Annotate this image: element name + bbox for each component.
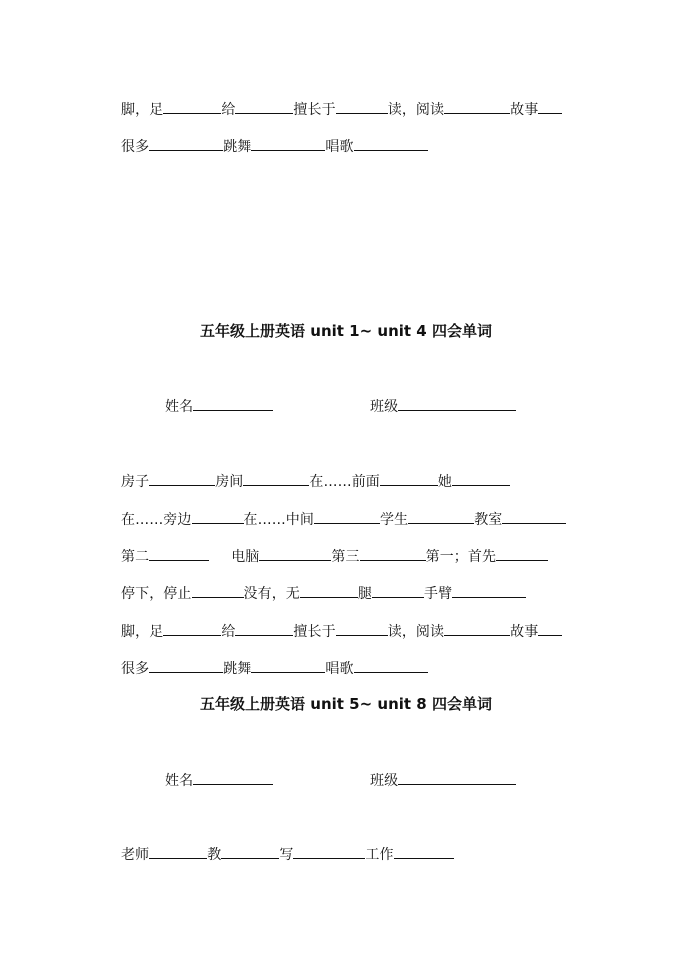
word-row xyxy=(121,843,454,863)
word-label: 读，阅读 xyxy=(387,102,445,118)
name-label: 姓名 xyxy=(165,399,194,415)
class-field xyxy=(370,395,516,415)
word-label: 腿 xyxy=(357,586,373,602)
answer-blank[interactable] xyxy=(251,135,325,151)
word-label: 故事 xyxy=(510,624,539,640)
name-field xyxy=(165,769,273,789)
answer-blank[interactable] xyxy=(444,98,510,114)
word-label: 跳舞 xyxy=(223,661,252,677)
word-label: 她 xyxy=(437,474,453,490)
answer-blank[interactable] xyxy=(496,545,548,561)
answer-blank[interactable] xyxy=(354,657,428,673)
answer-blank[interactable] xyxy=(336,98,388,114)
word-row xyxy=(121,98,562,118)
word-label: 房子 xyxy=(121,474,150,490)
answer-blank[interactable] xyxy=(192,508,244,524)
answer-blank[interactable] xyxy=(293,843,365,859)
word-label: 手臂 xyxy=(424,586,453,602)
word-row xyxy=(121,470,510,490)
answer-blank[interactable] xyxy=(192,582,244,598)
name-blank[interactable] xyxy=(193,395,273,411)
name-blank[interactable] xyxy=(193,769,273,785)
word-label: 脚，足 xyxy=(121,624,164,640)
answer-blank[interactable] xyxy=(149,843,207,859)
word-row xyxy=(121,508,566,528)
word-row xyxy=(121,545,548,565)
answer-blank[interactable] xyxy=(372,582,424,598)
word-label: 第三 xyxy=(331,549,360,565)
answer-blank[interactable] xyxy=(163,98,221,114)
answer-blank[interactable] xyxy=(538,620,562,636)
word-label: 房间 xyxy=(215,474,244,490)
word-row xyxy=(121,135,428,155)
answer-blank[interactable] xyxy=(235,620,293,636)
word-label: 第一；首先 xyxy=(425,549,497,565)
class-label: 班级 xyxy=(370,773,399,789)
answer-blank[interactable] xyxy=(149,470,215,486)
word-label: 故事 xyxy=(510,102,539,118)
word-row xyxy=(121,657,428,677)
word-label: 擅长于 xyxy=(293,624,336,640)
answer-blank[interactable] xyxy=(149,135,223,151)
word-label: 给 xyxy=(221,624,236,640)
answer-blank[interactable] xyxy=(394,843,454,859)
word-label: 写 xyxy=(279,847,294,863)
class-blank[interactable] xyxy=(398,395,516,411)
word-row xyxy=(121,582,526,602)
word-row xyxy=(121,620,562,640)
word-label: 唱歌 xyxy=(325,139,354,155)
word-label: 在……中间 xyxy=(243,512,314,528)
answer-blank[interactable] xyxy=(221,843,279,859)
answer-blank[interactable] xyxy=(243,470,309,486)
word-label: 教室 xyxy=(474,512,503,528)
word-label: 很多 xyxy=(121,139,150,155)
answer-blank[interactable] xyxy=(502,508,566,524)
name-field xyxy=(165,395,273,415)
word-label: 学生 xyxy=(380,512,409,528)
word-label: 很多 xyxy=(121,661,150,677)
section-title: 五年级上册英语 unit 1~ unit 4 四会单词 xyxy=(200,322,492,340)
word-label: 第二 xyxy=(121,549,150,565)
word-label: 脚，足 xyxy=(121,102,164,118)
answer-blank[interactable] xyxy=(336,620,388,636)
class-label: 班级 xyxy=(370,399,399,415)
answer-blank[interactable] xyxy=(360,545,426,561)
word-label: 停下，停止 xyxy=(121,586,192,602)
word-label: 跳舞 xyxy=(223,139,252,155)
word-label: 没有，无 xyxy=(243,586,300,602)
answer-blank[interactable] xyxy=(444,620,510,636)
word-label: 在……旁边 xyxy=(121,512,192,528)
word-label: 工作 xyxy=(365,847,394,863)
answer-blank[interactable] xyxy=(149,545,209,561)
word-label: 唱歌 xyxy=(325,661,354,677)
name-label: 姓名 xyxy=(165,773,194,789)
answer-blank[interactable] xyxy=(314,508,380,524)
answer-blank[interactable] xyxy=(149,657,223,673)
word-label: 在……前面 xyxy=(309,474,380,490)
answer-blank[interactable] xyxy=(452,582,526,598)
answer-blank[interactable] xyxy=(538,98,562,114)
word-label: 电脑 xyxy=(231,549,260,565)
answer-blank[interactable] xyxy=(235,98,293,114)
word-label: 教 xyxy=(207,847,222,863)
class-blank[interactable] xyxy=(398,769,516,785)
word-label: 读，阅读 xyxy=(387,624,445,640)
answer-blank[interactable] xyxy=(251,657,325,673)
word-label: 老师 xyxy=(121,847,150,863)
answer-blank[interactable] xyxy=(452,470,510,486)
answer-blank[interactable] xyxy=(300,582,358,598)
answer-blank[interactable] xyxy=(259,545,331,561)
class-field xyxy=(370,769,516,789)
answer-blank[interactable] xyxy=(354,135,428,151)
answer-blank[interactable] xyxy=(380,470,438,486)
word-label: 给 xyxy=(221,102,236,118)
word-label: 擅长于 xyxy=(293,102,336,118)
answer-blank[interactable] xyxy=(163,620,221,636)
section-title: 五年级上册英语 unit 5~ unit 8 四会单词 xyxy=(200,695,492,713)
answer-blank[interactable] xyxy=(408,508,474,524)
